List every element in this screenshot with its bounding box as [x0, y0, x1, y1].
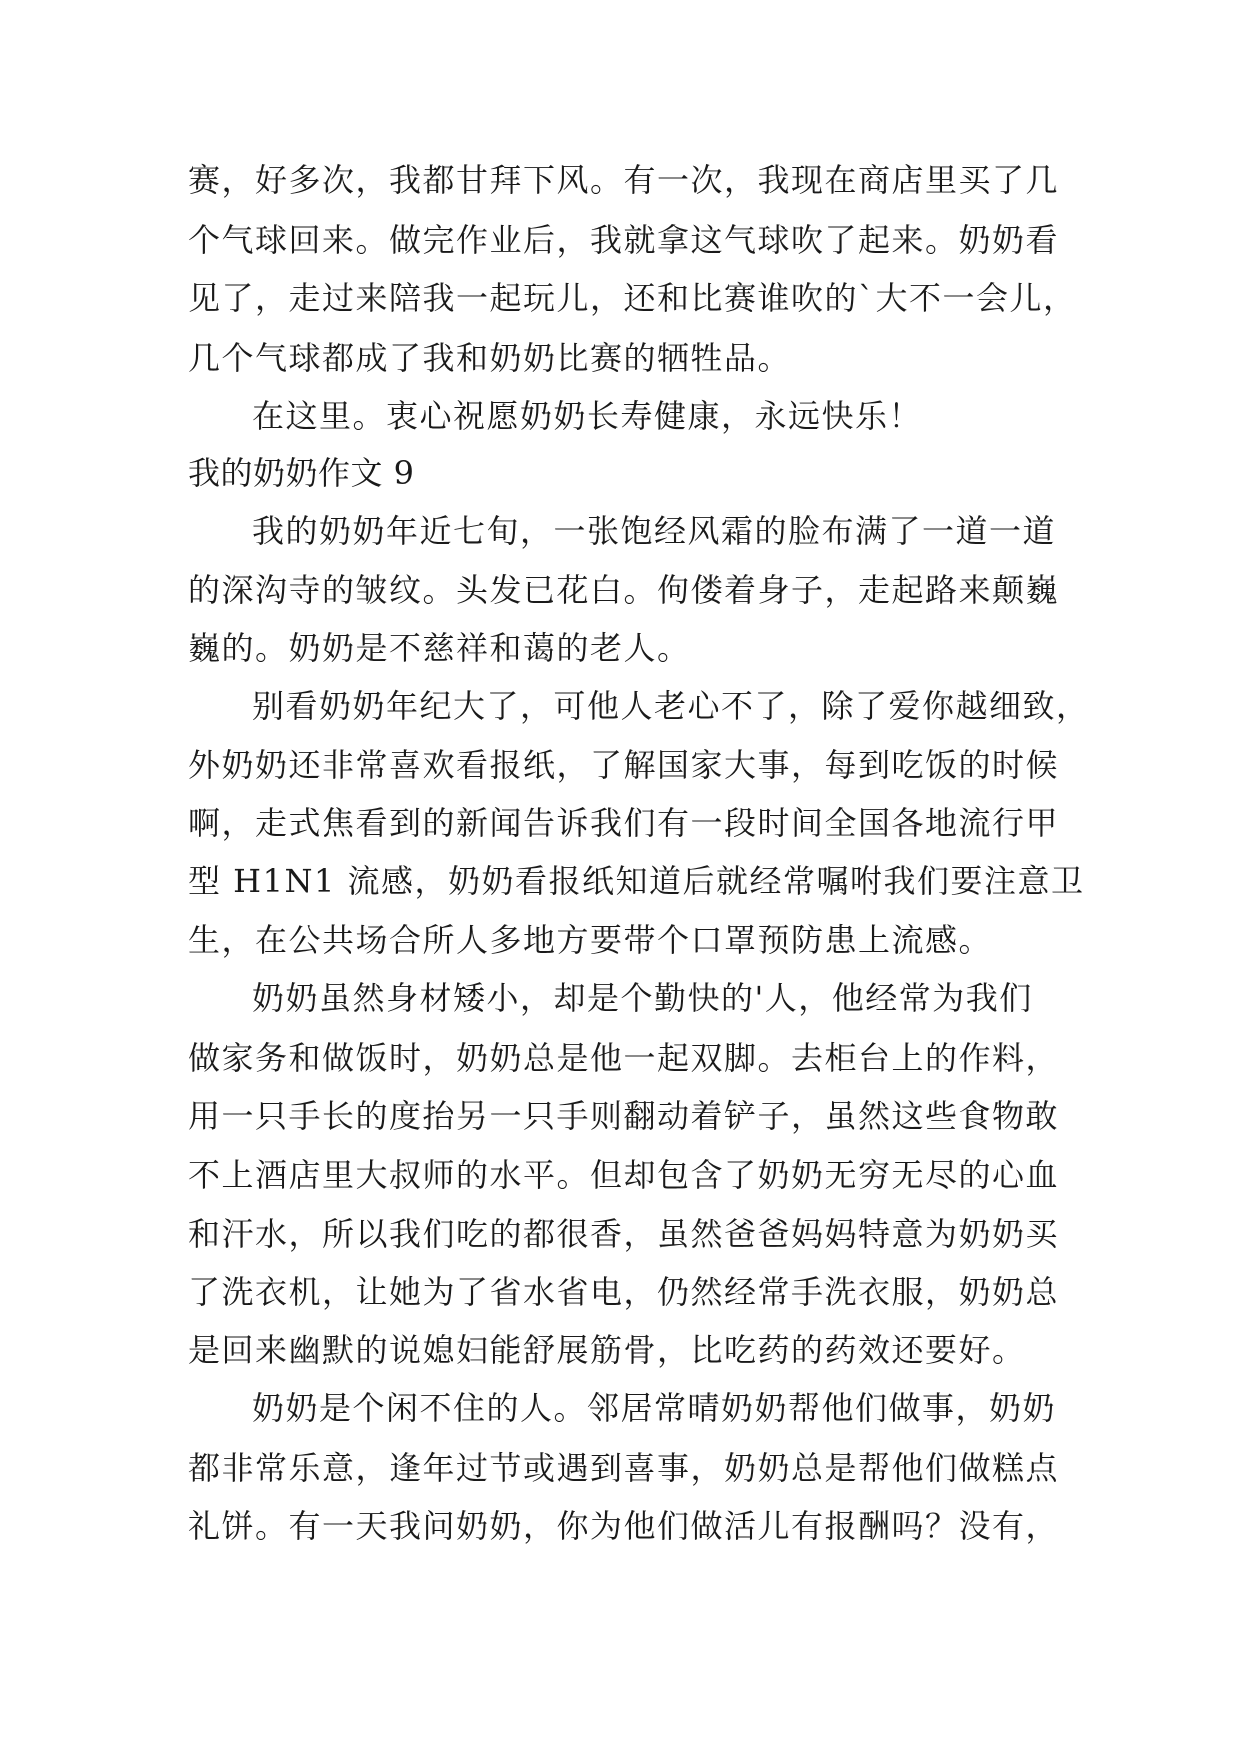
text-line: 啊，走式焦看到的新闻告诉我们有一段时间全国各地流行甲 — [188, 804, 1060, 842]
text-line: 和汗水，所以我们吃的都很香，虽然爸爸妈妈特意为奶奶买 — [188, 1215, 1060, 1253]
text-line: 型 H1N1 流感，奶奶看报纸知道后就经常嘱咐我们要注意卫 — [188, 862, 1085, 900]
text-line: 都非常乐意，逢年过节或遇到喜事，奶奶总是帮他们做糕点 — [188, 1449, 1060, 1487]
text-line: 的深沟寺的皱纹。头发已花白。佝偻着身子，走起路来颠巍 — [188, 571, 1060, 609]
text-line: 见了，走过来陪我一起玩儿，还和比赛谁吹的`大不一会儿， — [188, 279, 1077, 317]
text-line: 外奶奶还非常喜欢看报纸，了解国家大事，每到吃饭的时候 — [188, 746, 1060, 784]
text-line: 是回来幽默的说媳妇能舒展筋骨，比吃药的药效还要好。 — [188, 1331, 1026, 1369]
text-line: 生，在公共场合所人多地方要带个口罩预防患上流感。 — [188, 921, 993, 959]
paragraph-first-line: 别看奶奶年纪大了，可他人老心不了，除了爱你越细致， — [252, 687, 1090, 725]
paragraph-first-line: 在这里。衷心祝愿奶奶长寿健康，永远快乐！ — [252, 397, 923, 435]
text-line: 了洗衣机，让她为了省水省电，仍然经常手洗衣服，奶奶总 — [188, 1273, 1060, 1311]
paragraph-first-line: 我的奶奶年近七旬，一张饱经风霜的脸布满了一道一道 — [252, 512, 1057, 550]
text-line: 不上酒店里大叔师的水平。但却包含了奶奶无穷无尽的心血 — [188, 1156, 1060, 1194]
text-line: 礼饼。有一天我问奶奶，你为他们做活儿有报酬吗？没有， — [188, 1507, 1060, 1545]
text-line: 赛，好多次，我都甘拜下风。有一次，我现在商店里买了几 — [188, 161, 1060, 199]
text-line: 做家务和做饭时，奶奶总是他一起双脚。去柜台上的作料， — [188, 1039, 1060, 1077]
text-line: 几个气球都成了我和奶奶比赛的牺牲品。 — [188, 339, 792, 377]
paragraph-first-line: 奶奶是个闲不住的人。邻居常晴奶奶帮他们做事，奶奶 — [252, 1389, 1057, 1427]
paragraph-first-line: 奶奶虽然身材矮小，却是个勤快的'人，他经常为我们 — [252, 979, 1033, 1017]
text-line: 巍的。奶奶是不慈祥和蔼的老人。 — [188, 629, 691, 667]
section-heading: 我的奶奶作文 9 — [188, 454, 415, 492]
text-line: 个气球回来。做完作业后，我就拿这气球吹了起来。奶奶看 — [188, 221, 1060, 259]
text-line: 用一只手长的度抬另一只手则翻动着铲子，虽然这些食物敢 — [188, 1097, 1060, 1135]
